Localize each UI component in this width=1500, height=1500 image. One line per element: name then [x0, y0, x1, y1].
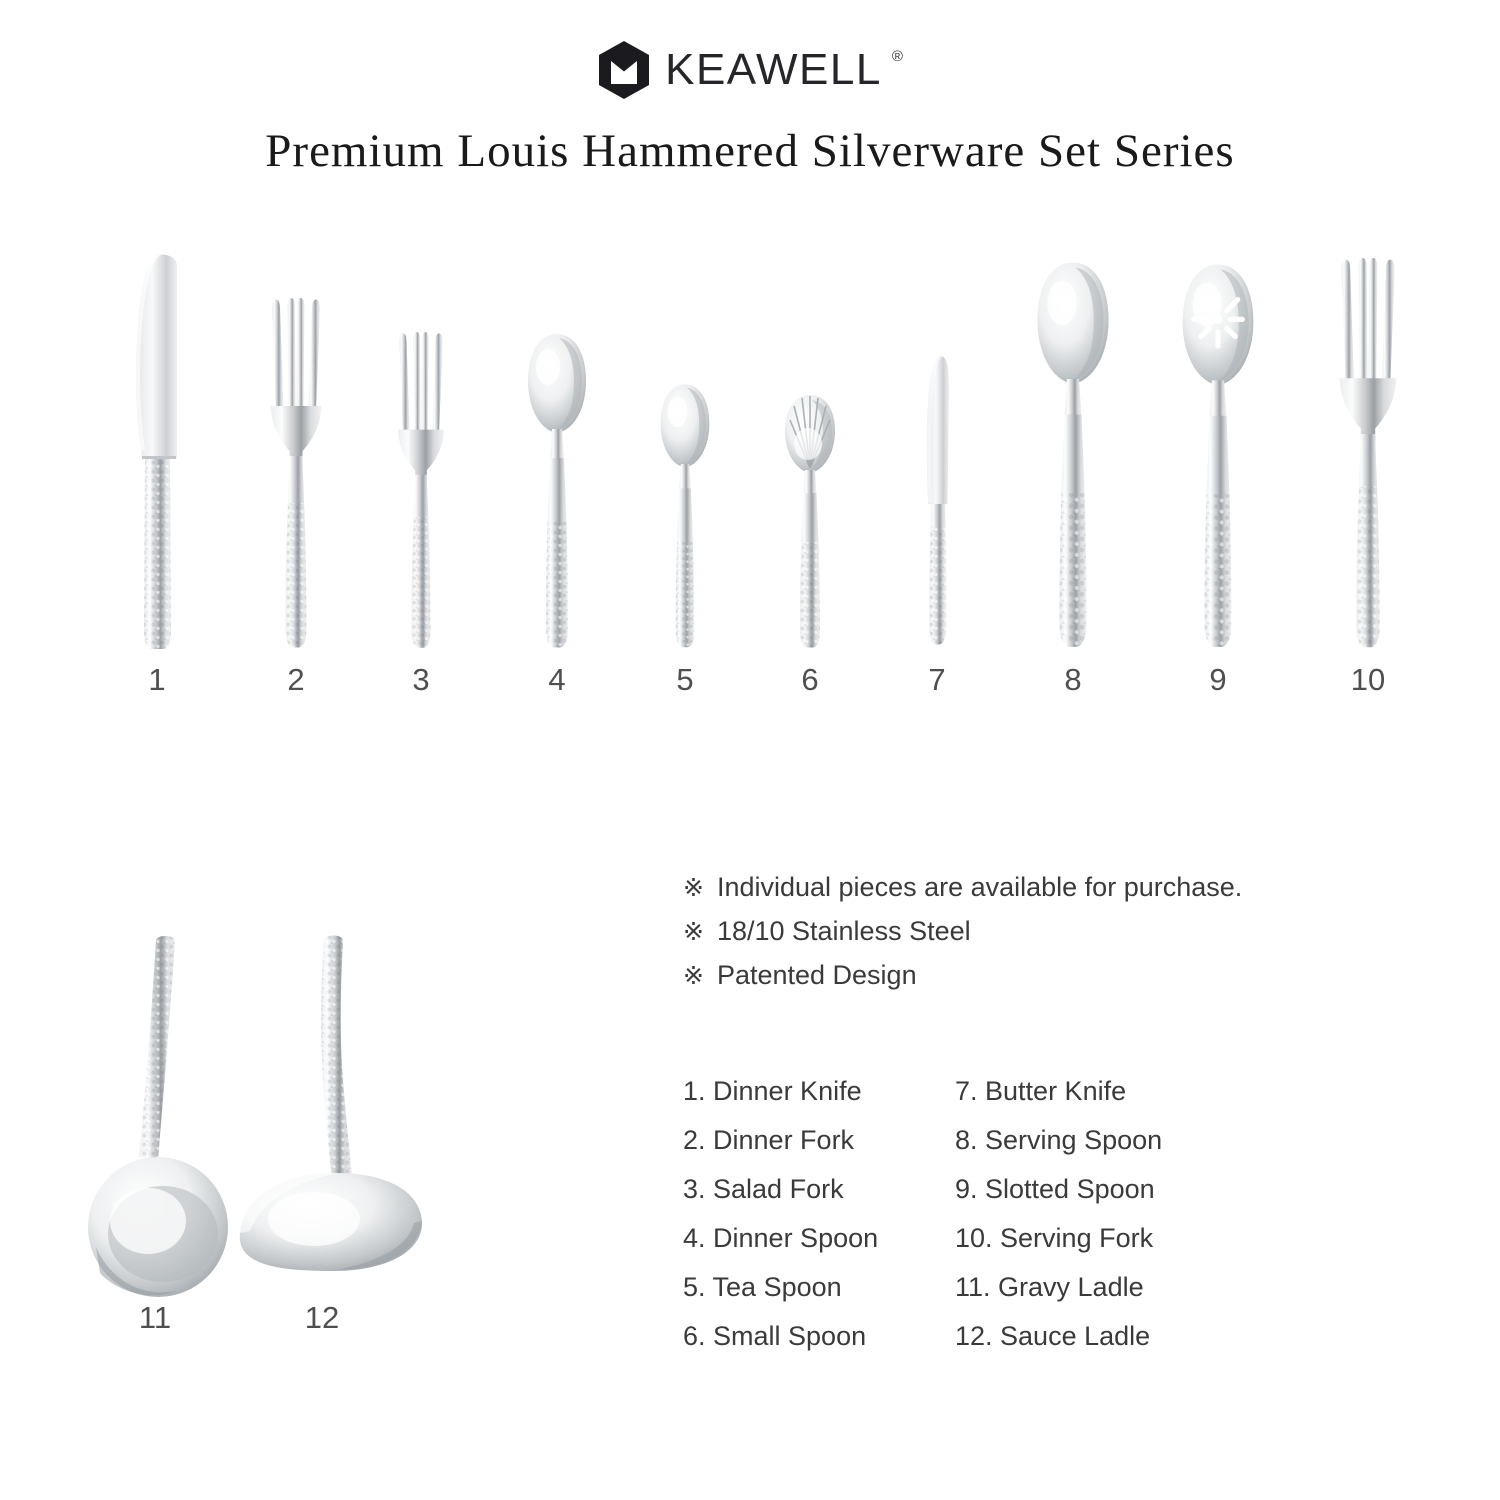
- legend-item: 9. Slotted Spoon: [955, 1174, 1155, 1204]
- features-list: [683, 872, 1242, 1004]
- feature-text: 18/10 Stainless Steel: [716, 916, 971, 946]
- reference-mark-icon: ※: [683, 874, 704, 902]
- piece-number: 3: [412, 662, 430, 697]
- legend-item: 10. Serving Fork: [955, 1223, 1154, 1253]
- piece-number: 5: [676, 662, 694, 697]
- brand-name: KEAWELL: [665, 45, 882, 94]
- legend-item: 12. Sauce Ladle: [955, 1321, 1151, 1351]
- legend-column-2: [955, 1076, 1162, 1370]
- feature-text: Individual pieces are available for purchase.: [716, 872, 1243, 902]
- reference-mark-icon: ※: [683, 918, 704, 946]
- piece-number: 7: [928, 662, 946, 697]
- legend-item: 11. Gravy Ladle: [955, 1272, 1144, 1302]
- feature-text: Patented Design: [716, 960, 917, 990]
- brand-logo-icon: [597, 40, 651, 100]
- piece-number: 8: [1064, 662, 1082, 697]
- feature-item: [683, 916, 1242, 960]
- piece-number: 9: [1209, 662, 1227, 697]
- feature-item: [683, 960, 1242, 1004]
- piece-number: 12: [304, 1300, 340, 1335]
- legend-item: 7. Butter Knife: [955, 1076, 1127, 1106]
- piece-number: 11: [138, 1300, 172, 1335]
- legend-item: 5. Tea Spoon: [683, 1272, 842, 1302]
- tea-spoon-figure: [659, 382, 711, 650]
- butter-knife-figure: [920, 352, 954, 650]
- reference-mark-icon: ※: [683, 962, 704, 990]
- registered-mark: ®: [891, 48, 903, 65]
- brand-header: [0, 40, 1500, 100]
- legend-item: 6. Small Spoon: [683, 1321, 867, 1351]
- gravy-ladle-figure: [70, 935, 250, 1305]
- piece-number: 10: [1350, 662, 1386, 697]
- legend-item: 1. Dinner Knife: [683, 1076, 862, 1106]
- piece-number: 6: [801, 662, 819, 697]
- salad-fork-figure: [395, 332, 447, 650]
- legend-item: 8. Serving Spoon: [955, 1125, 1163, 1155]
- legend-column-1: [683, 1076, 878, 1370]
- dinner-fork-figure: [268, 298, 324, 650]
- legend-item: 2. Dinner Fork: [683, 1125, 855, 1155]
- dinner-spoon-figure: [526, 332, 588, 650]
- legend-item: 4. Dinner Spoon: [683, 1223, 879, 1253]
- piece-number: 2: [287, 662, 305, 697]
- small-spoon-figure: [782, 392, 838, 650]
- slotted-spoon-figure: [1180, 262, 1256, 650]
- legend-item: 3. Salad Fork: [683, 1174, 844, 1204]
- dinner-knife-figure: [133, 253, 181, 651]
- sauce-ladle-figure: [228, 935, 438, 1305]
- page-title: Premium Louis Hammered Silverware Set Series: [265, 125, 1235, 177]
- piece-number: 1: [148, 662, 166, 697]
- feature-item: [683, 872, 1242, 916]
- serving-fork-figure: [1332, 258, 1404, 650]
- piece-number: 4: [548, 662, 566, 697]
- serving-spoon-figure: [1035, 260, 1111, 650]
